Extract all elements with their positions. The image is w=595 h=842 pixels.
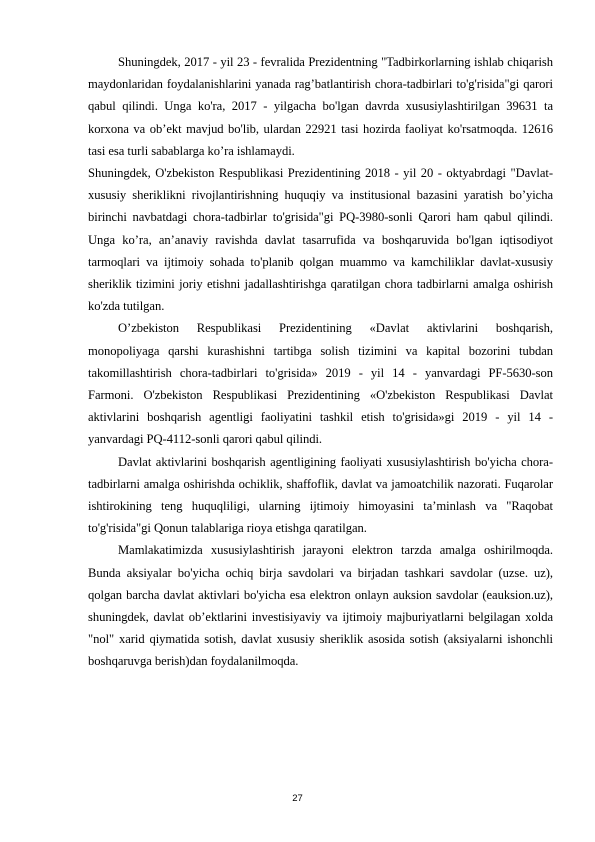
paragraph-1: Shuningdek, 2017 - yil 23 - fevralida Prezidentning "Tadbirkorlarning ishlab chiqarish maydonlaridan foydalanishlarini yanada rag’batlantirish chora-tadbirlari to'g'risida"gi qarori qabul qilindi. Unga ko'ra, 2017 - yilgacha bo'lgan davrda xususiylashtirilgan 39631 ta korxona va ob’ekt mavjud bo'lib, ulardan 22921 tasi hozirda faoliyat ko'rsatmoqda. 12616 tasi esa turli sabablarga ko’ra ishlamaydi. <box>88 55 553 158</box>
paragraph-4: Davlat aktivlarini boshqarish agentligining faoliyati xususiylashtirish bo'yicha chora-tadbirlarni amalga oshirishda ochiklik, shaffoflik, davlat va jamoatchilik nazorati. Fuqarolar ishtirokining teng huquqliligi, ularning ijtimoiy himoyasini ta’minlash va "Raqobat to'g'risida"gi Qonun talablariga rioya etishga qaratilgan. <box>88 454 553 536</box>
body-text <box>88 51 553 673</box>
paragraph-3: O’zbekiston Respublikasi Prezidentining «Davlat aktivlarini boshqarish, monopoliyaga qarshi kurashishni tartibga solish tizimini va kapital bozorini tubdan takomillashtirish chora-tadbirlari to'grisida» 2019 - yil 14 - yanvardagi PF-5630-son Farmoni. O'zbekiston Respublikasi Prezidentining «O'zbekiston Respublikasi Davlat aktivlarini boshqarish agentligi faoliyatini tashkil etish to'grisida»gi 2019 - yil 14 - yanvardagi PQ-4112-sonli qarori qabul qilindi. <box>88 321 553 447</box>
paragraph-2: Shuningdek, O'zbekiston Respublikasi Prezidentining 2018 - yil 20 - oktyabrdagi "Davlat-xususiy sheriklikni rivojlantirishning huquqiy va institusional bazasini yaratish bo’yicha birinchi navbatdagi chora-tadbirlar to'grisida"gi PQ-3980-sonli Qarori ham qabul qilindi. Unga ko’ra, an’anaviy ravishda davlat tasarrufida va boshqaruvida bo'lgan iqtisodiyot tarmoqlari va ijtimoiy sohada to'planib qolgan muammo va kamchiliklar davlat-xususiy sheriklik tizimini joriy etishni jadallashtirishga qaratilgan chora tadbirlarni amalga oshirish ko'zda tutilgan. <box>88 166 553 314</box>
page-number: 27 <box>292 793 303 804</box>
paragraph-5: Mamlakatimizda xususiylashtirish jarayoni elektron tarzda amalga oshirilmoqda. Bunda aksiyalar bo'yicha ochiq birja savdolari va birjadan tashkari savdolar (uzse. uz), qolgan barcha davlat aktivlari bo'yicha esa elektron onlayn auksion savdolar (eauksion.uz), shuningdek, davlat ob’ektlarini investisiyaviy va ijtimoiy majburiyatlarni belgilagan xolda "nol" xarid qiymatida sotish, davlat xususiy sheriklik asosida sotish (aksiyalarni ishonchli boshqaruvga berish)dan foydalanilmoqda. <box>88 543 553 669</box>
